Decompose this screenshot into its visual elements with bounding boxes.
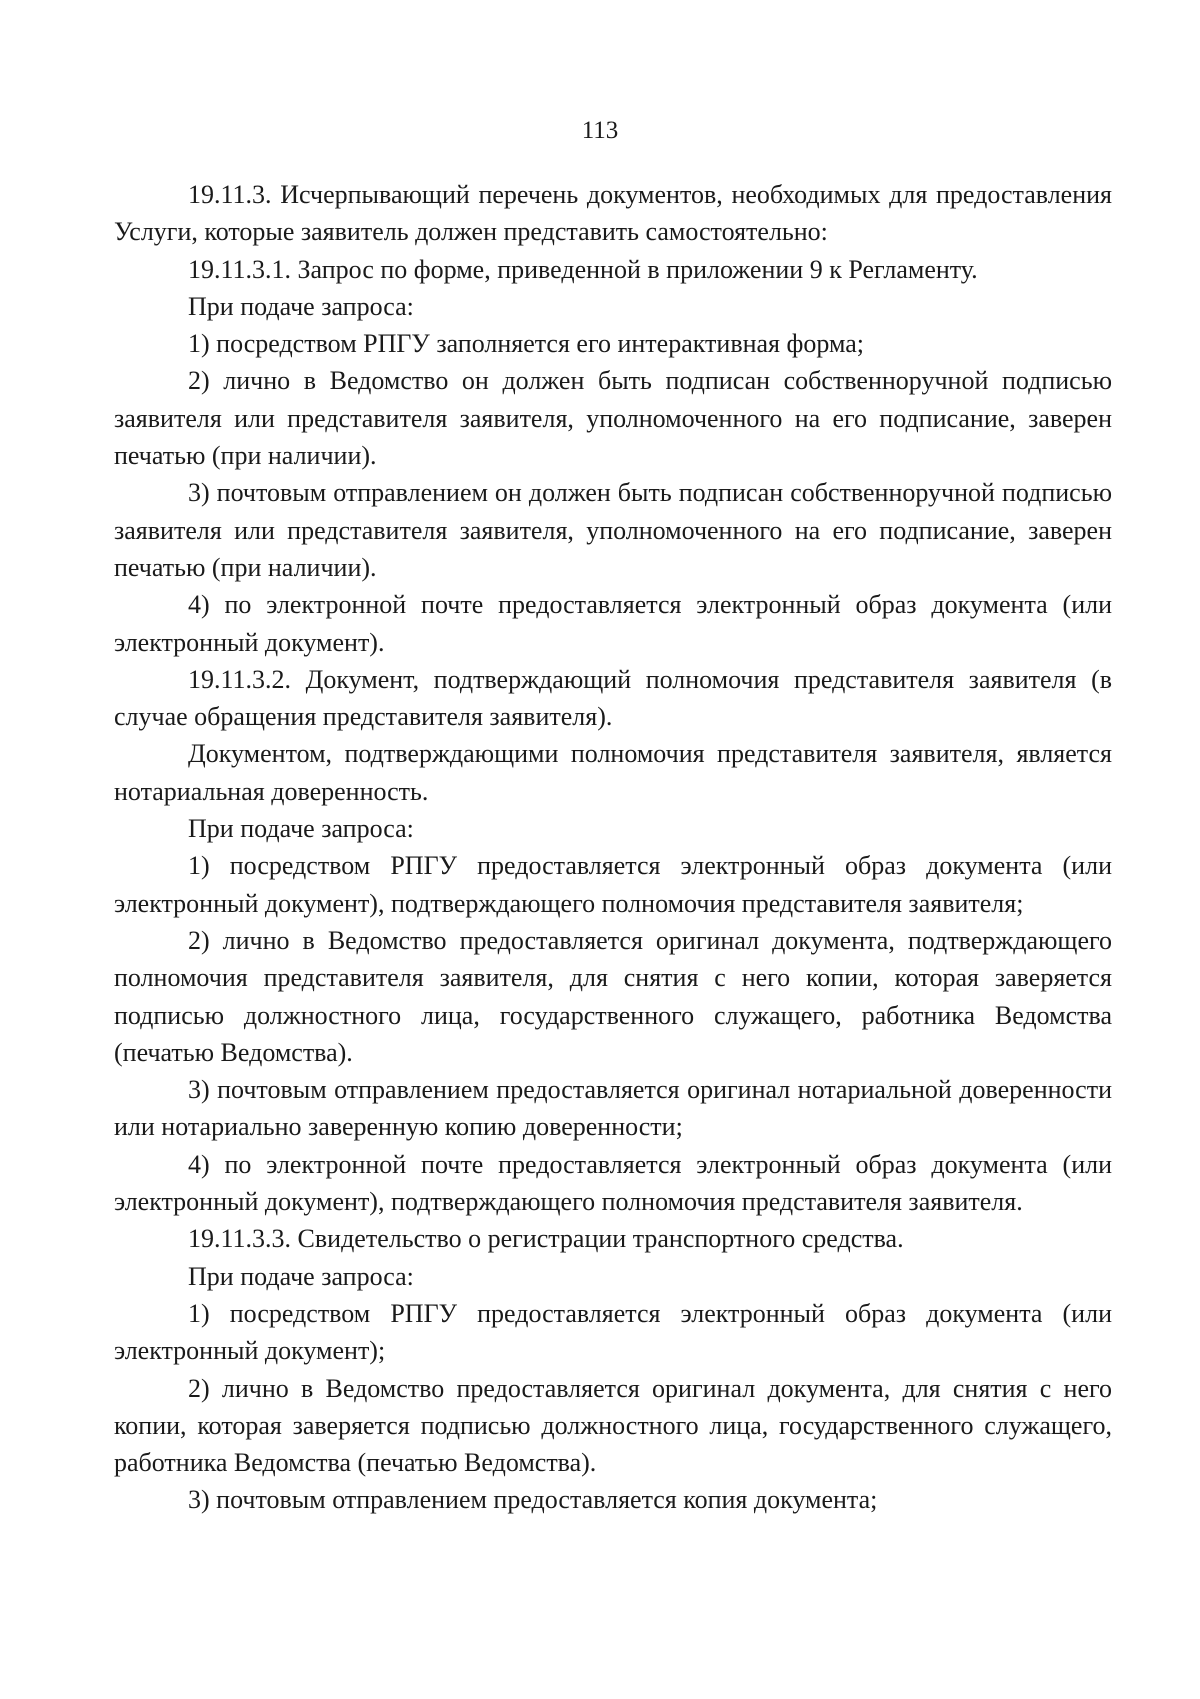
list-item: 1) посредством РПГУ предоставляется электронный образ документа (или электронный документ);	[114, 1298, 1112, 1366]
paragraph: 19.11.3.2. Документ, подтверждающий полномочия представителя заявителя (в случае обращения представителя заявителя).	[114, 664, 1112, 732]
paragraph: Документом, подтверждающими полномочия представителя заявителя, является нотариальная доверенность.	[114, 739, 1112, 806]
paragraph: При подаче запроса:	[188, 814, 414, 844]
list-item: 2) лично в Ведомство предоставляется оригинал документа, подтверждающего полномочия представителя заявителя, для снятия с него копии, которая заверяется подписью должностного лица, государственного служащего, работника Ведомства (печатью Ведомства).	[114, 925, 1112, 1067]
list-item: 3) почтовым отправлением он должен быть подписан собственноручной подписью заявителя или представителя заявителя, уполномоченного на его подписание, заверен печатью (при наличии).	[114, 478, 1112, 582]
list-item: 1) посредством РПГУ предоставляется электронный образ документа (или электронный документ), подтверждающего полномочия представителя заявителя;	[114, 851, 1112, 918]
paragraph: При подаче запроса:	[188, 1261, 414, 1291]
list-item: 4) по электронной почте предоставляется электронный образ документа (или электронный документ), подтверждающего полномочия представителя заявителя.	[114, 1149, 1112, 1217]
paragraph: 19.11.3.3. Свидетельство о регистрации транспортного средства.	[188, 1224, 904, 1254]
list-item: 4) по электронной почте предоставляется электронный образ документа (или электронный документ).	[114, 590, 1112, 657]
list-item: 3) почтовым отправлением предоставляется копия документа;	[188, 1485, 878, 1515]
list-item: 2) лично в Ведомство предоставляется оригинал документа, для снятия с него копии, которая заверяется подписью должностного лица, государственного служащего, работника Ведомства (печатью Ведомства).	[114, 1373, 1112, 1478]
paragraph: При подаче запроса:	[188, 291, 414, 321]
list-item: 2) лично в Ведомство он должен быть подписан собственноручной подписью заявителя или представителя заявителя, уполномоченного на его подписание, заверен печатью (при наличии).	[114, 366, 1112, 471]
document-body	[114, 176, 1112, 1519]
paragraph: 19.11.3. Исчерпывающий перечень документов, необходимых для предоставления Услуги, которые заявитель должен представить самостоятельно:	[114, 180, 1112, 247]
page-number: 113	[581, 117, 619, 144]
list-item: 1) посредством РПГУ заполняется его интерактивная форма;	[188, 329, 864, 359]
list-item: 3) почтовым отправлением предоставляется оригинал нотариальной доверенности или нотариально заверенную копию доверенности;	[114, 1075, 1112, 1142]
paragraph: 19.11.3.1. Запрос по форме, приведенной в приложении 9 к Регламенту.	[188, 254, 978, 284]
